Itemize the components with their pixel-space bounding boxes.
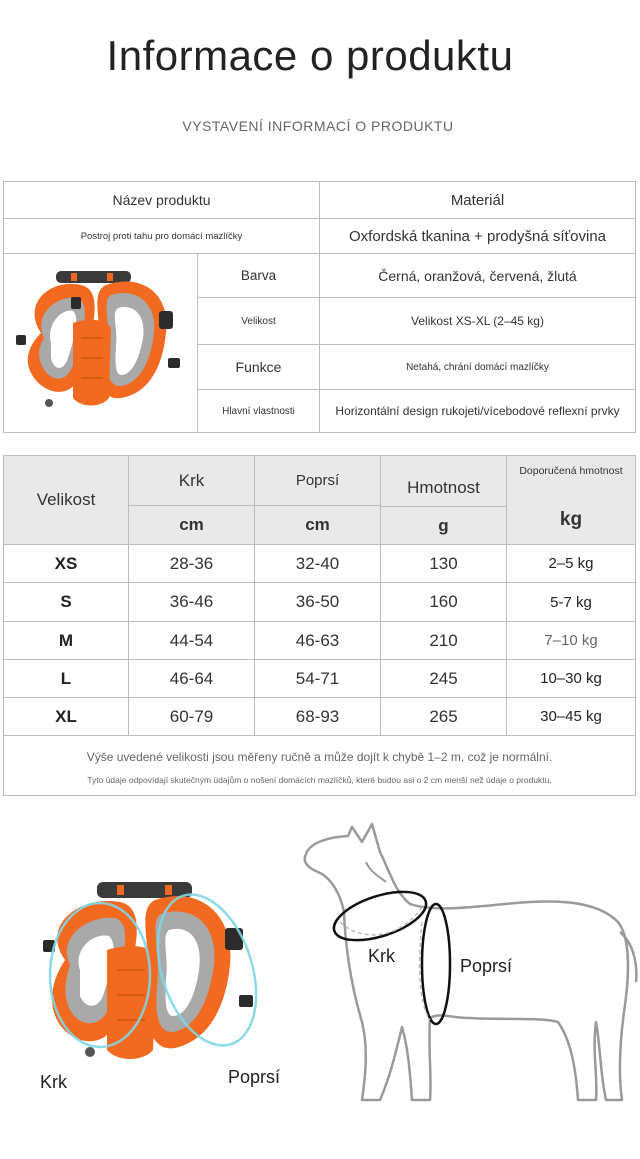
table-cell-neck: 28-36: [129, 545, 255, 583]
weight-unit: g: [381, 506, 507, 545]
table-cell-weight: 210: [381, 622, 507, 660]
dog-neck-label: Krk: [368, 946, 395, 966]
table-row-size: M: [4, 622, 129, 660]
harness-chest-label: Poprsí: [228, 1067, 281, 1087]
table-cell-chest: 32-40: [255, 545, 381, 583]
table-row-size: XL: [4, 698, 129, 736]
table-cell-recommended: 2–5 kg: [507, 545, 635, 583]
size-label: Velikost: [198, 298, 320, 345]
table-cell-weight: 245: [381, 660, 507, 698]
page-subtitle: VYSTAVENÍ INFORMACÍ O PRODUKTU: [182, 118, 454, 134]
chest-unit: cm: [255, 506, 381, 545]
table-cell-weight: 265: [381, 698, 507, 736]
table-row-size: XS: [4, 545, 129, 583]
weight-header: Hmotnost: [381, 456, 507, 506]
table-cell-chest: 46-63: [255, 622, 381, 660]
product-name-header: Název produktu: [4, 182, 320, 219]
product-name-value: Postroj proti tahu pro domácí mazlíčky: [4, 219, 320, 254]
table-row-size: S: [4, 583, 129, 622]
color-label: Barva: [198, 254, 320, 298]
recommended-unit: kg: [507, 486, 635, 545]
table-cell-recommended: 7–10 kg: [507, 622, 635, 660]
recommended-weight-header: Doporučená hmotnost: [507, 456, 635, 486]
features-value: Horizontální design rukojeti/vícebodové reflexní prvky: [335, 404, 620, 418]
size-value: Velikost XS-XL (2–45 kg): [320, 298, 635, 345]
table-cell-recommended: 10–30 kg: [507, 660, 635, 698]
harness-handle: [97, 882, 192, 898]
material-value: Oxfordská tkanina + prodyšná síťovina: [320, 219, 635, 254]
dog-chest-label: Poprsí: [460, 956, 513, 976]
table-cell-chest: 54-71: [255, 660, 381, 698]
table-cell-neck: 36-46: [129, 583, 255, 622]
size-chart-table: [3, 455, 636, 796]
harness-product-image: [11, 263, 191, 423]
table-cell-chest: 36-50: [255, 583, 381, 622]
table-cell-neck: 60-79: [129, 698, 255, 736]
size-header: Velikost: [4, 456, 129, 545]
material-header: Materiál: [320, 182, 635, 219]
page-title: Informace o produktu: [106, 32, 514, 79]
chest-header: Poprsí: [255, 456, 381, 506]
table-cell-weight: 130: [381, 545, 507, 583]
harness-measure-illustration: [25, 870, 285, 1100]
table-row-size: L: [4, 660, 129, 698]
harness-photo: [4, 254, 198, 432]
neck-header: Krk: [129, 456, 255, 506]
table-cell-neck: 44-54: [129, 622, 255, 660]
fit-note: Tyto údaje odpovídají skutečným údajům o nošení domácích mazlíčků, které budou asi o 2 cm menší než údaje o produktu.: [87, 775, 552, 785]
measurement-note: Výše uvedené velikosti jsou měřeny ručně a může dojít k chybě 1–2 m, což je normální.: [86, 750, 553, 764]
table-cell-neck: 46-64: [129, 660, 255, 698]
table-cell-weight: 160: [381, 583, 507, 622]
product-info-table: [3, 181, 636, 433]
color-value: Černá, oranžová, červená, žlutá: [320, 254, 635, 298]
function-value: Netahá, chrání domácí mazlíčky: [320, 345, 635, 390]
harness-neck-label: Krk: [40, 1072, 67, 1092]
neck-unit: cm: [129, 506, 255, 545]
table-cell-recommended: 30–45 kg: [507, 698, 635, 736]
function-label: Funkce: [198, 345, 320, 390]
table-cell-recommended: 5-7 kg: [507, 583, 635, 622]
table-cell-chest: 68-93: [255, 698, 381, 736]
features-label: Hlavní vlastnosti: [198, 390, 320, 432]
